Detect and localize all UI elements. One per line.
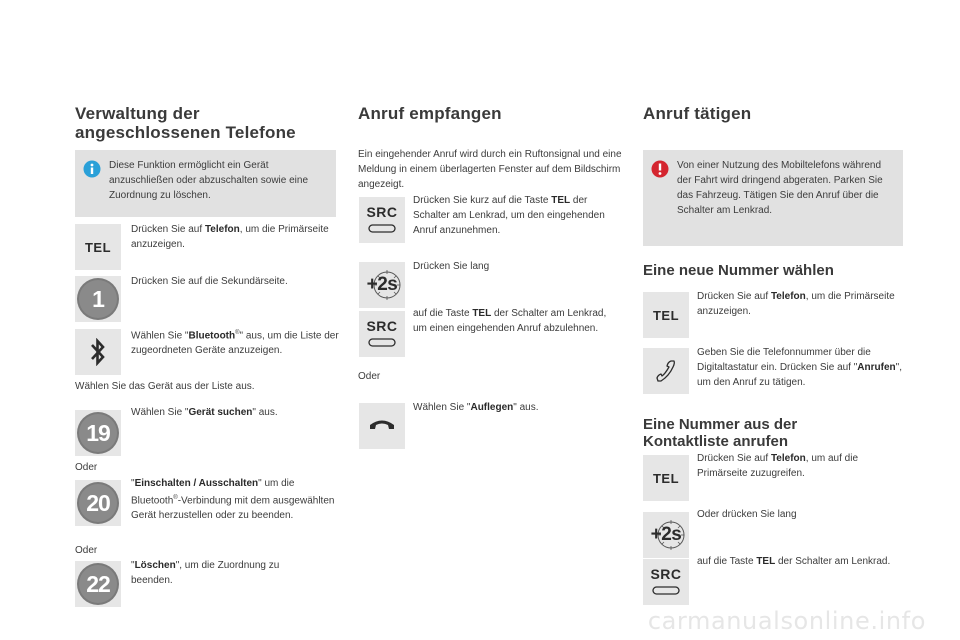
subsection-call-contact: Eine Nummer aus der Kontaktliste anrufen — [643, 416, 798, 450]
step-telefon: Drücken Sie auf Telefon, um die Primärseite anzuzeigen. — [697, 291, 895, 317]
watermark: carmanualsonline.info — [647, 607, 926, 635]
warning-icon — [651, 160, 669, 178]
bluetooth-icon — [75, 329, 121, 375]
step-src-contacts: auf die Taste TEL der Schalter am Lenkrad. — [697, 556, 891, 567]
step-telefon-contacts: Drücken Sie auf Telefon, um auf die Primärseite zuzugreifen. — [697, 453, 859, 479]
warning-text: Von einer Nutzung des Mobiltelefons während der Fahrt wird dringend abgeraten. Parken Sie das Fahrzeug. Tätigen Sie den Anruf über die Schalter am Lenkrad. — [677, 160, 883, 216]
step-search-device: Wählen Sie "Gerät suchen" aus. — [131, 407, 278, 418]
info-box — [75, 150, 336, 217]
step-badge-1: 1 — [75, 276, 121, 322]
src-button-icon: SRC — [359, 311, 405, 357]
plus-2s-dial-icon: +2s — [359, 262, 405, 308]
tel-button-icon: TEL — [643, 292, 689, 338]
handset-icon — [643, 348, 689, 394]
handset-hangup-icon — [359, 403, 405, 449]
step-telefon: Drücken Sie auf Telefon, um die Primärseite anzuzeigen. — [131, 224, 329, 250]
step-reject-call: auf die Taste TEL der Schalter am Lenkrad, um einen eingehenden Anruf abzulehnen. — [413, 308, 607, 334]
info-text: Diese Funktion ermöglicht ein Gerät anzuschließen oder abzuschalten sowie eine Zuordnung zu löschen. — [109, 160, 309, 201]
oder-label: Oder — [75, 545, 98, 556]
info-icon — [83, 160, 101, 178]
step-connect-disconnect: "Einschalten / Ausschalten" um die Bluetooth®-Verbindung mit dem ausgewählten Gerät herzustellen oder zu beenden. — [131, 478, 335, 522]
warning-box — [643, 150, 903, 246]
step-long-press: Oder drücken Sie lang — [697, 509, 797, 520]
tel-button-icon: TEL — [643, 455, 689, 501]
section-title-manage-phones: Verwaltung der angeschlossenen Telefone — [75, 104, 296, 142]
step-delete-pairing: "Löschen", um die Zuordnung zu beenden. — [131, 560, 280, 586]
step-badge-19: 19 — [75, 410, 121, 456]
src-button-icon: SRC — [359, 197, 405, 243]
step-badge-22: 22 — [75, 561, 121, 607]
step-secondary-page: Drücken Sie auf die Sekundärseite. — [131, 276, 288, 287]
section-title-make-call: Anruf tätigen — [643, 104, 752, 123]
select-device-text: Wählen Sie das Gerät aus der Liste aus. — [75, 381, 255, 392]
src-button-icon: SRC — [643, 559, 689, 605]
step-long-press: Drücken Sie lang — [413, 261, 490, 272]
step-badge-20: 20 — [75, 480, 121, 526]
step-accept-call: Drücken Sie kurz auf die Taste TEL der Schalter am Lenkrad, um den eingehenden Anruf anzunehmen. — [413, 195, 605, 236]
tel-button-icon: TEL — [75, 224, 121, 270]
oder-label: Oder — [75, 462, 98, 473]
oder-label: Oder — [358, 371, 381, 382]
step-bluetooth: Wählen Sie "Bluetooth®" aus, um die Liste der zugeordneten Geräte anzuzeigen. — [131, 330, 339, 357]
step-hang-up: Wählen Sie "Auflegen" aus. — [413, 402, 539, 413]
subsection-dial-new-number: Eine neue Nummer wählen — [643, 262, 834, 279]
receive-intro: Ein eingehender Anruf wird durch ein Ruftonsignal und eine Meldung in einem überlagerten Fenster auf dem Bildschirm angezeigt. — [358, 149, 622, 190]
step-dial-number: Geben Sie die Telefonnummer über die Digitaltastatur ein. Drücken Sie auf "Anrufen", um den Anruf zu tätigen. — [697, 347, 902, 388]
section-title-receive-call: Anruf empfangen — [358, 104, 502, 123]
plus-2s-dial-icon: +2s — [643, 512, 689, 558]
